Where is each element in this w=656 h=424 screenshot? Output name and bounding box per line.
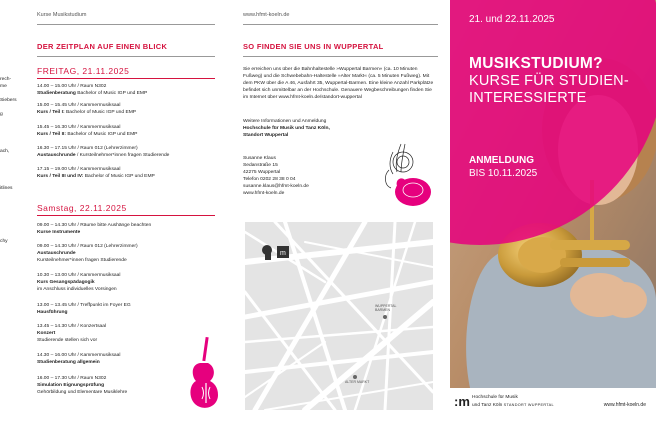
headline-sub-2: INTERESSIERTE [469,90,587,106]
contact-city: 42275 Wuppertal [243,170,281,175]
school-logo-mark: :m [454,394,470,409]
cover-photo [450,0,656,388]
saturday-event-6: 14.30 – 16.00 Uhr / Kammermusiksaal Studienberatung allgemein [37,353,121,365]
header-rule [243,24,438,25]
contact-name: Susanne Klaus [243,156,276,161]
friday-event-5: 17.15 – 19.00 Uhr / Kammermusiksaal Kurs / Teil III und IV: Bachelor of Music IGP und EMP [37,167,155,179]
location-title: SO FINDEN SIE UNS IN WUPPERTAL [243,42,384,51]
contact-web: www.hfmt-koeln.de [243,191,285,196]
friday-rule [37,78,215,79]
svg-text:m: m [280,250,286,257]
school-name: Hochschule für Musik und Tanz Köln STANDORT WUPPERTAL [472,395,554,408]
friday-event-3: 15.45 – 16.30 Uhr / Kammermusiksaal Kurs / Teil II: Bachelor of Music IGP und EMP [37,125,138,137]
fragment: me [0,84,7,89]
cover-panel [450,0,656,424]
cover-footer [450,388,656,424]
saturday-event-1: 09.00 – 14.30 Uhr / Räume bitte Aushänge beachten Kurse Instrumente [37,223,152,235]
saturday-event-4: 13.00 – 13.45 Uhr / Treffpunkt im Foyer EG Hausführung [37,303,131,315]
panel2-header: www.hfmt-koeln.de [243,12,290,18]
saturday-event-7: 16.00 – 17.30 Uhr / Raum N302 Simulation Eignungsprüfung Gehörbildung und Elementare Musiklehre [37,376,128,395]
info-label: Weitere Informationen und Anmeldung [243,119,327,124]
headline-main: MUSIKSTUDIUM? [469,55,603,72]
contact-email: susanne.klaus@hfmt-koeln.de [243,184,309,189]
info-org: Hochschule für Musik und Tanz Köln, [243,126,330,131]
location-map [245,222,433,410]
fragment: ach, [0,149,10,154]
registration-deadline: BIS 10.11.2025 [469,168,538,179]
map-streets [245,222,433,410]
violin-illustration [180,335,225,415]
friday-event-2: 15.00 – 15.45 Uhr / Kammermusiksaal Kurs / Teil I: Bachelor of Music IGP und EMP [37,103,137,115]
course-dates: 21. und 22.11.2025 [469,14,555,25]
info-block [243,118,438,139]
contact-street: Sedanstraße 15 [243,163,278,168]
cover-website: www.hfmt-koeln.de [603,402,646,408]
registration-label: ANMELDUNG [469,155,534,166]
header-rule [37,24,215,25]
title-rule [243,56,438,57]
saturday-event-5: 13.45 – 14.30 Uhr / Konzertsaal Konzert Studierende stellen sich vor [37,324,107,343]
saturday-event-2: 09.00 – 14.30 Uhr / Raum 012 (Lehrerzimmer) Austauschrunde Kursteilnehmer*innen fragen Studierende [37,244,138,263]
friday-event-4: 16.30 – 17.15 Uhr / Raum 012 (Lehrerzimmer) Austauschrunde / Kursteilnehmer*innen fragen Studierende [37,146,170,158]
fragment: g [0,112,3,117]
location-panel [225,0,450,424]
fragment: rech- [0,77,12,82]
panel1-header: Kurse Musikstudium [37,12,87,18]
fragment: chy [0,239,8,244]
contact-block [243,155,343,197]
horn-illustration [375,140,445,212]
headline-sub-1: KURSE FÜR STUDIEN- [469,73,629,89]
contact-phone: Telefon 0202 28 38 0 04 [243,177,296,182]
saturday-event-3: 10.30 – 13.00 Uhr / Kammermusiksaal Kurs Gesangspädagogik im Anschluss individuelles Vorsingen [37,273,121,292]
fragment: itlines [0,186,13,191]
schedule-title: DER ZEITPLAN AUF EINEN BLICK [37,42,168,51]
friday-event-1: 14.00 – 15.00 Uhr / Raum N302 Studienberatung Bachelor of Music IGP und EMP [37,84,148,96]
friday-date: FREITAG, 21.11.2025 [37,66,130,76]
schedule-panel [0,0,225,424]
title-rule [37,56,215,57]
fragment: Siebers [0,98,17,103]
map-market-label: ALTER MARKT [345,380,370,384]
saturday-rule [37,215,215,216]
info-org-location: Standort Wuppertal [243,133,289,138]
directions-text: Sie erreichen uns über die Bahnhaltestelle »Wuppertal Barmen« (ca. 10 Minuten Fußweg) und die Schwebebahn-Haltestelle »Alter Markt« (ca. 5 Minuten Fußweg). Mit dem PKW über die A 46, Ausfahrt 35, Wuppertal-Barmen. Eine kleine Anzahl Parkplätze befindet sich unmittelbar an der Hochschule. Genauere Wegbeschreibungen finden Sie im Internet über www.hfmt-koeln.de/standort-wuppertal [243,67,434,100]
saturday-date: Samstag, 22.11.2025 [37,203,127,213]
map-station-label: WUPPERTAL BARMEN [375,304,397,312]
